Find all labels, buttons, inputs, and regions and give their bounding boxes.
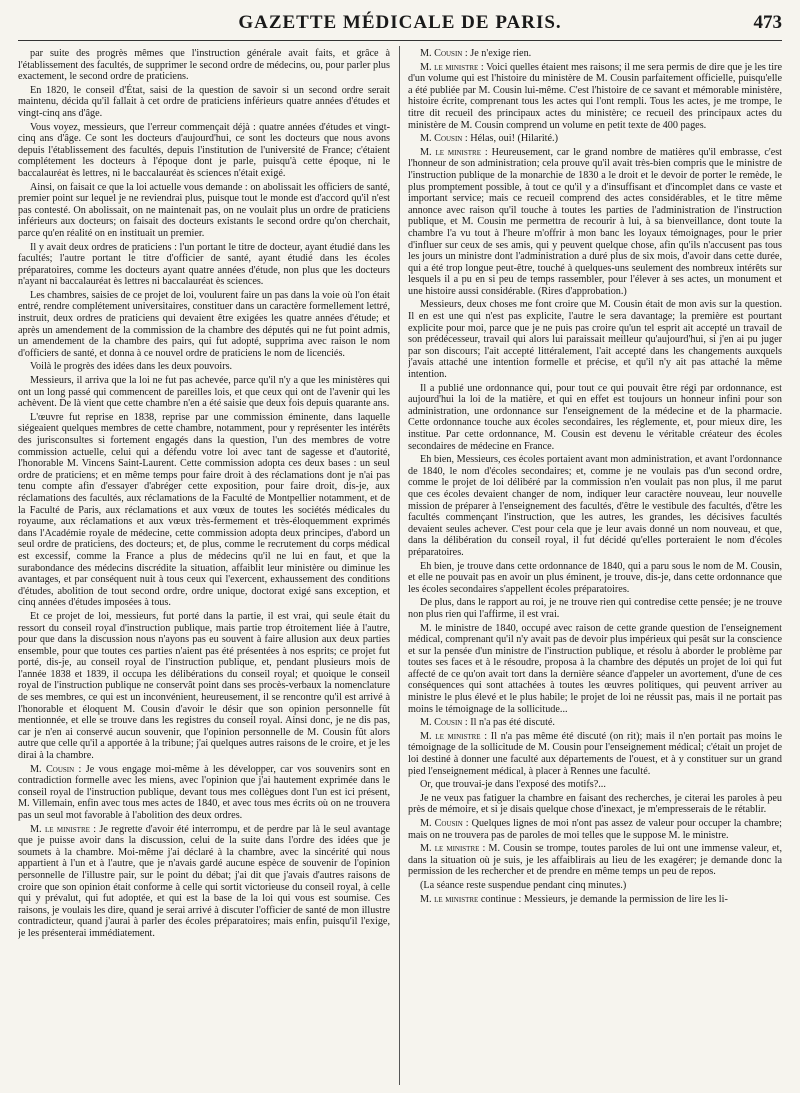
paragraph	[18, 824, 390, 940]
speaker-label: M. le ministre :	[30, 823, 97, 835]
paragraph	[18, 85, 390, 120]
paragraph-text: De plus, dans le rapport au roi, je ne trouve rien qui contredise cette pensée; je ne trouve non plus rien qui l'affirme, il est vrai.	[408, 597, 782, 620]
paragraph-text: Il a publié une ordonnance qui, pour tout ce qui pouvait être régi par ordonnance, est aujourd'hui la loi de la matière, et qui en effet est toujours un honneur infini pour son administration, une ordonnance sur l'enseignement de la médecine et de la pharmacie. Cette ordonnance touche aux écoles secondaires, les réglemente, et, pour mieux dire, les institue. Par cette ordonnance, M. Cousin est devenu le véritable créateur des écoles secondaires de médecine en France.	[408, 382, 782, 452]
paragraph-text: Messieurs, il arriva que la loi ne fut pas achevée, parce qu'il n'y a que les ministères qui ont un long passé qui commencent de pareilles lois, et que ceux qui ont de l'avenir qui les achèvent. De là vient que cette chambre n'en a été saisie que deux fois depuis quarante ans.	[18, 375, 390, 410]
paragraph	[408, 597, 782, 620]
column-divider	[399, 46, 400, 1085]
paragraph	[408, 62, 782, 132]
paragraph-text: Heureusement, car le grand nombre de matières qu'il embrasse, c'est l'honneur de son administration; cela prouve qu'il avait très-bien compris que le ministre de l'instruction publique de la monarchie de 1830 a le droit et le devoir de porter le remède, le plus promptement possible, à tout ce qu'il y a d'insuffisant et d'incomplet dans ce vaste et important service; mais ce recueil comprend des actes considérables, et le titre même annonce avec raison qu'il touche à toutes les parties de l'administration de l'instruction publique, et M. Cousin me permettra de recourir à lui, à sa bienveillance, dont toute la chambre l'a vu tout à l'heure m'offrir à mon banc les loyaux témoignages, pour le prier d'influer sur ceux de ses amis, qui y peuvent quelque chose, afin qu'ils n'accusent pas tous les jours un ministre dont l'administration a duré plus de six mois, d'avoir dans cette durée, qui a été trop longue peut-être, touché à quelques-uns seulement des nombreux intérêts sur lesquels il a pu en si peu de temps rassembler, pour l'élever à ses actes, un monument et une histoire aussi considérable. (Rires d'approbation.)	[408, 146, 782, 297]
speaker-label: M. le ministre :	[420, 146, 488, 158]
paragraph	[18, 375, 390, 410]
speaker-label: M. le ministre :	[420, 843, 486, 855]
paragraph-text: Hélas, oui! (Hilarité.)	[470, 133, 558, 145]
paragraph	[408, 731, 782, 777]
paragraph-text: par suite des progrès mêmes que l'instruction générale avait faits, et grâce à l'établissement des facultés, de supprimer le second ordre de médecins, ou, pour parler plus exactement, le second ordre de praticiens.	[18, 48, 390, 83]
paragraph-text: Ainsi, on faisait ce que la loi actuelle vous demande : on abolissait les officiers de santé, premier point sur lequel je ne reviendrai plus, puisque tout le monde est d'accord qu'il n'est pas contesté. On abolissait, on ne maintenait pas, on ne voulait plus un ordre de praticiens inférieurs aux docteurs; on faisait des docteurs existants le second ordre qu'on cherchait, parce qu'en réalité on en instituait un premier.	[18, 181, 390, 239]
speaker-label: M. Cousin :	[30, 763, 82, 775]
paragraph	[408, 779, 782, 791]
paragraph-text: Il n'a pas été discuté.	[470, 717, 555, 729]
paragraph-text: (La séance reste suspendue pendant cinq minutes.)	[420, 879, 627, 891]
paragraph	[18, 290, 390, 360]
speaker-label: M. Cousin :	[420, 717, 468, 729]
paragraph-text: Vous voyez, messieurs, que l'erreur commençait déjà : quatre années d'études et vingt-cinq ans d'âge. Ce sont les docteurs d'aujourd'hui, ce sont les docteurs que nous avons depuis l'établissement des facultés, depuis l'institution de l'université de France; c'étaient complétement les docteurs à l'époque dont je parle, puisqu'à cette époque, ni le baccalauréat ès lettres, ni le baccalauréat ès sciences n'était exigé.	[18, 121, 390, 179]
speaker-label: M. Cousin :	[420, 133, 468, 145]
speaker-label: M. Cousin :	[420, 48, 468, 59]
speaker-label: M. Cousin :	[420, 818, 469, 829]
paragraph	[18, 412, 390, 609]
paragraph-text: Eh bien, je trouve dans cette ordonnance de 1840, qui a paru sous le nom de M. Cousin, et elle ne pouvait pas en avoir un plus éminent, je trouve, dis-je, dans cette ordonnance que les écoles secondaires s'appellent écoles préparatoires.	[408, 560, 782, 595]
paragraph	[18, 361, 390, 373]
paragraph	[408, 793, 782, 816]
paragraph-text: Je ne veux pas fatiguer la chambre en faisant des recherches, je citerai les paroles à peu près de mémoire, et si je disais quelque chose d'inexact, je m'empresserais de le rétablir.	[408, 792, 782, 816]
paragraph	[408, 623, 782, 716]
paragraph	[408, 843, 782, 878]
paragraph-text: L'œuvre fut reprise en 1838, reprise par une commission éminente, dans laquelle siégeaient quelques membres de cette chambre, notamment, pour y représenter les intérêts des jurisconsultes si fortement engagés dans la question, l'un des membres de votre commission actuelle, celui qui a défendu votre loi avec tant de sagesse et d'autorité, l'honorable M. Vincens Saint-Laurent. Cette commission adopta ces deux bases : un seul ordre de praticiens; et en même temps pour faire droit à des réclamations dont je n'ai pas tenu compte afin d'essayer d'abréger cette exposition, pour faire droit, dis-je, aux réclamations des facultés, aux réclamations de la Faculté de Montpellier notamment, et de la Faculté de Paris, aux réclamations et aux vœux de toutes les sociétés médicales du royaume, aux réclamations et aux vœux très-fermement et très-éloquemment exprimés dans l'Académie royale de médecine, cette commission adopta deux principes, d'abord un seul ordre de praticiens, des docteurs; et, de plus, comme le recrutement du corps médical est excessif, comme la France a plus de médecins qu'il ne lui en faut, et que la surabondance des médecins discrédite la situation, affaiblit leur ministère ou diminue les avantages, et par conséquent nuit à tous ceux qui l'exercent, exhaussement des conditions d'études, abolition de tout second ordre, ordre unique, doctorat exigé sans exception, et cinq années d'études imposées à tous.	[18, 411, 390, 609]
paragraph	[408, 818, 782, 841]
right-column	[408, 48, 782, 1088]
paragraph	[18, 242, 390, 288]
paragraph	[408, 894, 782, 906]
paragraph	[408, 299, 782, 380]
paragraph	[18, 611, 390, 762]
paragraph	[18, 764, 390, 822]
paragraph	[18, 122, 390, 180]
paragraph-text: M. Cousin se trompe, toutes paroles de lui ont une immense valeur, et, dans la situation où je suis, je les affaiblirais au lieu de les exagérer; je demande donc la permission de les rechercher et de prendre en même temps un peu de repos.	[408, 843, 782, 878]
paragraph-text: Il n'a pas même été discuté (on rit); mais il n'en portait pas moins le témoignage de la sollicitude de M. Cousin pour l'enseignement médical; c'était un projet de loi destiné à donner une faculté aux départements de l'ouest, et à y constituer sur un grand pied l'enseignement médical, à placer à Rennes une faculté.	[408, 730, 782, 777]
paragraph-text: Messieurs, deux choses me font croire que M. Cousin était de mon avis sur la question. Il en est une qui n'est pas explicite, l'autre le sera davantage; la première est pourtant explicite pour moi, parce que je ne puis pas croire qu'un tel esprit ait accepté un travail de son prédécesseur, travail qui alors lui paraissait meilleur qu'aujourd'hui, si j'en ai pu juger par son discours; l'ait accepté littéralement, l'ait accepté dans les changements auxquels j'avais attaché une intention formelle et précise, et qu'il n'y ait pas attaché la même intention.	[408, 299, 782, 381]
paragraph	[408, 561, 782, 596]
paragraph-text: continue : Messieurs, je demande la permission de lire les li-	[480, 893, 728, 905]
paragraph-text: Quelques lignes de moi n'ont pas assez de valeur pour occuper la chambre; mais on ne trouvera pas de paroles de moi telles que le suppose M. le ministre.	[408, 818, 782, 841]
paragraph-text: Et ce projet de loi, messieurs, fut porté dans la partie, il est vrai, qui seule était du ressort du conseil royal d'instruction publique, mais partie trop étroitement liée à l'autre, pour que dans la discussion nous n'ayons pas eu souvent à faire allusion aux deux parties ensemble, pour que toutes ces parties n'aient pas été présentées à nos esprits; ce projet fut porté, dis-je, au conseil royal de l'instruction publique, et, pendant plusieurs mois de l'année 1838 et 1839, il occupa les délibérations du conseil royal; et quoique le conseil royal de l'instruction publique ne conservât point dans ses procès-verbaux la nomenclature de ses membres, ce qui est un inconvénient, heureusement, il se rencontre qu'il est arrivé à l'honorable et éloquent M. Cousin d'avoir le désir que son opinion personnelle fût mentionnée, et elle se trouve dans les registres du conseil royal. Ainsi donc, je ne dis pas, car je n'en ai conservé aucun souvenir, que l'opinion personnelle de M. Cousin fût alors autre que celle qu'il a apportée à la tribune; j'ai quelques autres raisons de le croire, et je les dirai à la chambre.	[18, 610, 390, 762]
paragraph-text: Je n'exige rien.	[470, 48, 532, 59]
page-number: 473	[753, 12, 782, 33]
paragraph	[408, 48, 782, 60]
speaker-label: M. le ministre :	[420, 61, 484, 73]
paragraph-text: Or, que trouvai-je dans l'exposé des motifs?...	[420, 779, 606, 791]
paragraph-text: En 1820, le conseil d'État, saisi de la question de savoir si un second ordre serait maintenu, décida qu'il fallait à cet ordre de praticiens inférieurs quatre années d'études et vingt-cinq ans d'âge.	[18, 84, 390, 119]
paragraph	[18, 48, 390, 83]
paragraph-text: Voici quelles étaient mes raisons; il me sera permis de dire que je les tire d'un volume qui est l'histoire du ministère de M. Cousin parfaitement officielle, puisqu'elle a été publiée par M. Cousin lui-même. C'est l'histoire de ce savant et mémorable ministère, histoire écrite, comprenant tous les actes qui l'ont rempli. Tous les actes, je me trompe, le titre dit recueil des principaux actes du ministère; ce recueil des principaux actes du ministère de M. Cousin comprend un volume en petit texte de 400 pages.	[408, 61, 782, 131]
paragraph	[408, 880, 782, 892]
speaker-label: M. le ministre	[420, 893, 479, 905]
paragraph	[408, 147, 782, 298]
paragraph-text: Eh bien, Messieurs, ces écoles portaient avant mon administration, et avant l'ordonnance de 1840, le nom d'écoles secondaires; et, comme je ne voulais pas d'un second ordre, comme le projet de loi délibéré par la commission n'en voulait pas non plus, il me parut que ces écoles devaient changer de nom, indiquer leur caractère nouveau, leur nouvelle mission de préparer à l'enseignement des facultés, d'être le vestibule des facultés, d'être les facultés commençant l'instruction, que les autres, les grandes, les décisives facultés devaient seules achever. C'est pour cela que je leur avais donné un nom nouveau, et que, dans la délibération du conseil royal, il fut décidé qu'elles porteraient le nom d'écoles préparatoires.	[408, 454, 782, 558]
paragraph-text: M. le ministre de 1840, occupé avec raison de cette grande question de l'enseignement médical, comprenant qu'il n'y avait pas de devoir plus impérieux qui pesât sur la conscience et sur la pensée d'un ministre de l'instruction publique, et résolu à aborder le problème par toutes ses faces et à le résoudre, proposa à la chambre des députés un projet de loi qui fut affecté de ce qu'on avait tort dans la dernière séance d'appeler un avortement, d'une de ces conséquences qui sont attachées à toutes les œuvres politiques, qui peuvent arriver au ministre le plus élevé et le plus habile; le projet de loi ne réussit pas, mais il ne portait pas moins le témoignage de la sollicitude...	[408, 622, 782, 715]
speaker-label: M. le ministre :	[420, 730, 488, 742]
left-column	[18, 48, 390, 1088]
page-header	[18, 10, 782, 41]
paragraph	[18, 182, 390, 240]
paragraph-text: Il y avait deux ordres de praticiens : l'un portant le titre de docteur, ayant étudié dans les facultés; l'autre portant le titre d'officier de santé, ayant étudié dans les écoles préparatoires, comme les docteurs ayant quatre années d'étude, non plus que les docteurs n'ayant ni baccalauréat ès lettres ni baccalauréat ès sciences.	[18, 241, 390, 288]
paragraph	[408, 383, 782, 453]
paragraph-text: Je vous engage moi-même à les développer, car vos souvenirs sont en contradiction formelle avec les miens, avec l'opinion que j'ai hautement exprimée dans le conseil royal de l'instruction publique, devant tous mes collègues dont l'un est ici présent, M. Villemain, enfin avec tous mes actes de 1840, et avec tous mes écrits où on ne trouvera pas un seul mot favorable à l'abolition des deux ordres.	[18, 763, 390, 821]
paragraph	[408, 454, 782, 558]
paragraph	[408, 717, 782, 729]
paragraph-text: Les chambres, saisies de ce projet de loi, voulurent faire un pas dans la voie où l'on était entré, rendre complétement universitaires, constituer dans un caractère formellement lettré, instruit, deux ordres de praticiens qui devaient être exigées les quatre années d'étude; et après un amendement de la commission de la chambre des députés qui ne fut point admis, un amendement de la chambre des pairs, qui fut adopté, supprima avec raison le nom d'officiers de santé, et donna à ce nouvel ordre de praticiens le nom de licenciés.	[18, 289, 390, 359]
paragraph-text: Voilà le progrès des idées dans les deux pouvoirs.	[30, 361, 233, 373]
paragraph	[408, 133, 782, 145]
paragraph-text: Je regrette d'avoir été interrompu, et de perdre par là le seul avantage que je puisse avoir dans la discussion, celui de la suite dans l'ordre des idées que je soumets à la chambre. Moi-même j'ai déclaré à la chambre, avec la sincérité qui nous appartient à l'un et à l'autre, que je n'avais gardé aucune espèce de souvenir de l'opinion personnelle de l'illustre pair, sur le point du débat; j'ai dit que j'avais d'autres raisons de croire que son opinion était conforme à celle qui sortit victorieuse du conseil royal, à celle qui y prévalut, qui fut adoptée, et qui est la base de la loi qui vous est soumise. Ces raisons, je voulais les dire, quand je serai arrivé à discuter l'officier de santé de mon illustre contradicteur, quand j'aurai à parler des écoles préparatoires; mais enfin, puisqu'il l'exige, je les présenterai immédiatement.	[18, 823, 390, 939]
header-title: GAZETTE MÉDICALE DE PARIS.	[238, 12, 562, 33]
